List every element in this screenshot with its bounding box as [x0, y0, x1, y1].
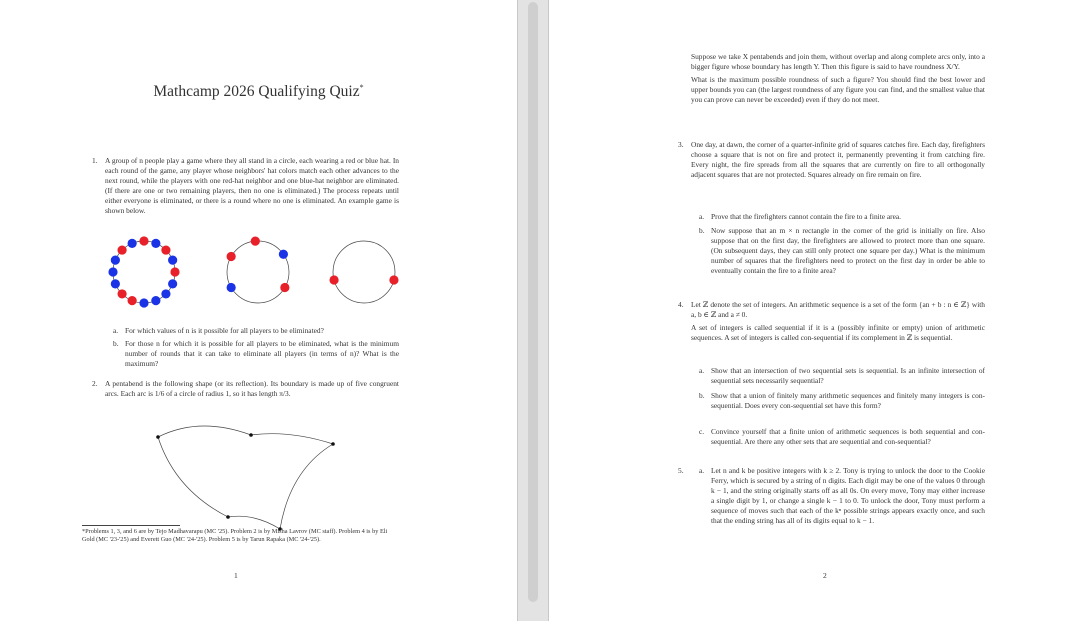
quiz-title	[0, 83, 517, 101]
page-2	[549, 0, 1080, 621]
blue-hat	[111, 279, 120, 288]
red-hat	[227, 252, 236, 261]
blue-hat	[227, 283, 236, 292]
round-3-hats	[329, 275, 398, 284]
part-4c-text: Convince yourself that a finite union of arithmetic sequences is both sequential and con-sequential. Are there any other sets that are sequential and con-sequential?	[711, 427, 985, 447]
page-number-2: 2	[823, 571, 827, 580]
intro-paragraph: Suppose we take X pentabends and join them, without overlap and along complete arcs only, into a bigger figure whose boundary has length Y. Then this figure is said to have roundness X/Y.	[691, 52, 985, 72]
problem-2-continuation	[691, 52, 985, 108]
part-4a-text: Show that an intersection of two sequential sets is sequential. Is an infinite intersection of sequential sets necessarily sequential?	[711, 366, 985, 386]
part-4c-label: c.	[699, 427, 705, 436]
round-1-hats	[108, 236, 179, 307]
blue-hat	[108, 267, 117, 276]
pentabend-vertex	[331, 442, 335, 446]
part-4b-label: b.	[699, 391, 705, 400]
blue-hat	[139, 298, 148, 307]
problem-4-definition: Let ℤ denote the set of integers. An arithmetic sequence is a set of the form {an + b : n ∈ ℤ} with a, b ∈ ℤ and a ≠ 0.	[691, 300, 985, 320]
part-4a-label: a.	[699, 366, 705, 375]
part-3a-label: a.	[699, 212, 705, 221]
red-hat	[329, 275, 338, 284]
problem-2-number: 2.	[92, 379, 98, 388]
problem-1-text: A group of n people play a game where they all stand in a circle, each wearing a red or blue hat. In each round of the game, any player whose neighbors' hat colors match each other advances to the next round, while the players with one red-hat neighbor and one blue-hat neighbor are eliminated. (If there are one or two remaining players, then no one is eliminated.) The process repeats until either everyone is eliminated, or there is a round where no one is eliminated. An example game is shown below.	[105, 156, 399, 216]
round-2-circle	[227, 241, 289, 303]
scrollbar-thumb[interactable]	[528, 2, 538, 602]
blue-hat	[111, 256, 120, 265]
part-3a-text: Prove that the firefighters cannot contain the fire to a finite area.	[711, 212, 902, 221]
part-5a-label: a.	[699, 466, 705, 475]
page-number-1: 1	[234, 571, 238, 580]
blue-hat	[168, 279, 177, 288]
red-hat	[251, 237, 260, 246]
blue-hat	[279, 250, 288, 259]
blue-hat	[151, 296, 160, 305]
footnote: *Problems 1, 3, and 6 are by Tejo Madhavarapu (MC '25). Problem 2 is by Misha Lavrov (MC staff). Problem 4 is by Eli Gold (MC '23-'25) and Everett Guo (MC '24-'25). Problem 5 is by Tarun Rapaka (MC '24-'25).	[82, 528, 388, 544]
blue-hat	[151, 239, 160, 248]
footnote-rule	[82, 525, 180, 526]
problem-4-text	[691, 300, 985, 346]
part-1a-text: For which values of n is it possible for all players to be eliminated?	[125, 326, 324, 335]
red-hat	[170, 267, 179, 276]
intro-paragraph: What is the maximum possible roundness of such a figure? You should find the best lower and upper bounds you can (the largest roundness of any figure you can find, and the smallest value that you can prove can never be exceeded) even if they do not meet.	[691, 75, 985, 105]
pentabend-figure	[150, 418, 330, 528]
part-5a-text: Let n and k be positive integers with k ≥ 2. Tony is trying to unlock the door to the Cookie Ferry, which is secured by a string of n digits. Each digit may be one of the values 0 through k − 1, and the string originally starts off as all 0s. On every move, Tony may either increase a single digit by 1, or change a single k − 1 to 0. To unlock the door, Tony must perform a sequence of moves such that each of the kⁿ possible strings appears exactly once, and such that the ending string has all of its digits equal to k − 1.	[711, 466, 985, 526]
page-gutter	[517, 0, 549, 621]
problem-1-number: 1.	[92, 156, 98, 165]
part-1b-text: For those n for which it is possible for all players to be eliminated, what is the minimum number of rounds that it can take to eliminate all players (in terms of n)? What is the maximum?	[125, 339, 399, 369]
part-1a-label: a.	[113, 326, 119, 335]
problem-2-text: A pentabend is the following shape (or its reflection). Its boundary is made up of five congruent arcs. Each arc is 1/6 of a circle of radius 1, so it has length π/3.	[105, 379, 399, 399]
red-hat	[117, 289, 126, 298]
pentabend-vertex	[226, 515, 230, 519]
problem-3-number: 3.	[678, 140, 684, 149]
problem-5-number: 5.	[678, 466, 684, 475]
page-1	[0, 0, 517, 621]
problem-4-number: 4.	[678, 300, 684, 309]
red-hat	[161, 245, 170, 254]
red-hat	[280, 283, 289, 292]
red-hat	[139, 236, 148, 245]
blue-hat	[128, 239, 137, 248]
blue-hat	[161, 289, 170, 298]
pentabend-outline	[158, 426, 333, 529]
blue-hat	[168, 256, 177, 265]
problem-4-sequential-definition: A set of integers is called sequential if it is a (possibly infinite or empty) union of arithmetic sequences. A set of integers is called con-sequential if its complement in ℤ is sequential.	[691, 323, 985, 343]
round-3-circle	[333, 241, 395, 303]
part-4b-text: Show that a union of finitely many arithmetic sequences and finitely many integers is con-sequential. Does every con-sequential set have this form?	[711, 391, 985, 411]
red-hat	[128, 296, 137, 305]
part-3b-label: b.	[699, 226, 705, 235]
pentabend-vertex	[156, 435, 160, 439]
hat-game-figure	[100, 235, 410, 315]
title-footnote-mark: *	[359, 83, 364, 92]
problem-3-text: One day, at dawn, the corner of a quarter-infinite grid of squares catches fire. Each day, firefighters choose a square that is not on fire and protect it, permanently preventing it from catching fire. Every night, the fire spreads from all the squares that are currently on fire to all orthogonally adjacent squares that are not protected. Squares already on fire remain on fire.	[691, 140, 985, 180]
red-hat	[117, 245, 126, 254]
red-hat	[389, 275, 398, 284]
part-3b-text: Now suppose that an m × n rectangle in the corner of the grid is initially on fire. Also suppose that on the first day, the firefighters are allowed to protect more than one square. (On subsequent days, they can still only protect one square per day.) What is the minimum number of squares that the firefighters need to protect on the first day in order be able to eventually contain the fire to a finite area?	[711, 226, 985, 276]
pentabend-vertex	[249, 433, 253, 437]
title-text: Mathcamp 2026 Qualifying Quiz	[153, 83, 360, 101]
round-2-hats	[227, 237, 290, 293]
part-1b-label: b.	[113, 339, 119, 348]
